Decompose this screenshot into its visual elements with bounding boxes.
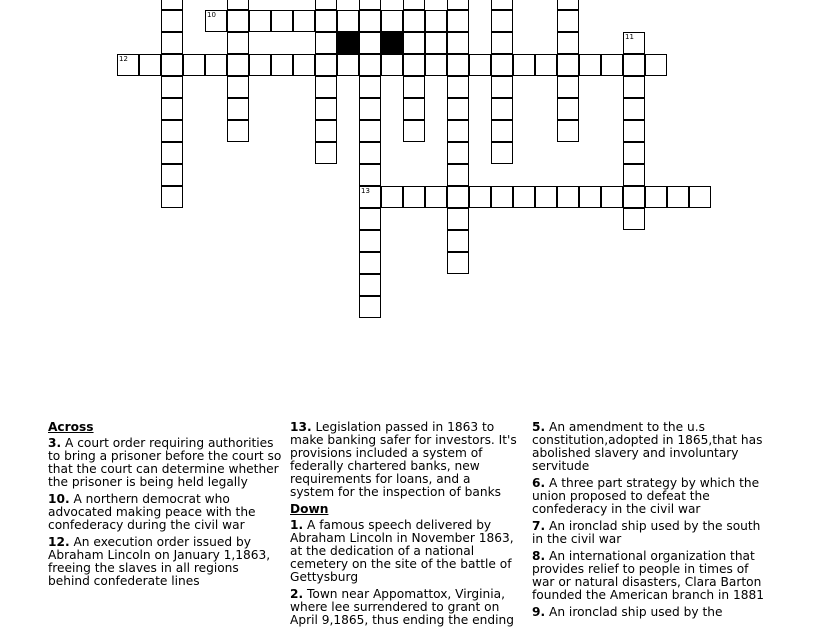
crossword-cell[interactable] bbox=[161, 164, 183, 186]
crossword-cell[interactable] bbox=[557, 120, 579, 142]
crossword-cell[interactable] bbox=[381, 32, 403, 54]
crossword-cell[interactable] bbox=[315, 98, 337, 120]
clue-column-1 bbox=[48, 421, 284, 592]
crossword-cell[interactable] bbox=[359, 230, 381, 252]
crossword-cell[interactable] bbox=[161, 98, 183, 120]
crossword-cell[interactable] bbox=[359, 98, 381, 120]
crossword-cell[interactable] bbox=[227, 0, 249, 10]
clue-down-9 bbox=[532, 606, 768, 619]
crossword-cell[interactable] bbox=[557, 0, 579, 10]
clue-text: Legislation passed in 1863 to make banking safer for investors. It's provisions included a system of federally chartered banks, new requirements for loans, and a system for the inspection of banks bbox=[290, 420, 517, 499]
crossword-cell[interactable] bbox=[139, 54, 161, 76]
crossword-cell[interactable] bbox=[425, 10, 447, 32]
crossword-cell[interactable] bbox=[161, 32, 183, 54]
crossword-cell[interactable] bbox=[623, 76, 645, 98]
crossword-cell[interactable] bbox=[359, 10, 381, 32]
crossword-cell[interactable] bbox=[491, 54, 513, 76]
crossword-cell[interactable] bbox=[623, 164, 645, 186]
crossword-cell[interactable] bbox=[161, 54, 183, 76]
crossword-cell[interactable] bbox=[381, 54, 403, 76]
crossword-cell[interactable] bbox=[293, 10, 315, 32]
crossword-cell[interactable] bbox=[557, 98, 579, 120]
crossword-cell[interactable] bbox=[425, 186, 447, 208]
clue-text: An ironclad ship used by the bbox=[549, 605, 723, 619]
clue-text: A court order requiring authorities to bring a prisoner before the court so that the court can determine whether the prisoner is being held legally bbox=[48, 436, 282, 489]
across-header: Across bbox=[48, 420, 94, 434]
crossword-cell[interactable] bbox=[579, 186, 601, 208]
down-header: Down bbox=[290, 502, 329, 516]
clue-number: 8. bbox=[532, 549, 546, 563]
crossword-cell[interactable] bbox=[623, 32, 645, 54]
clue-number: 6. bbox=[532, 476, 546, 490]
crossword-cell[interactable] bbox=[359, 164, 381, 186]
crossword-cell[interactable] bbox=[227, 120, 249, 142]
crossword-cell[interactable] bbox=[359, 208, 381, 230]
crossword-cell[interactable] bbox=[491, 120, 513, 142]
crossword-cell[interactable] bbox=[205, 54, 227, 76]
crossword-cell[interactable] bbox=[315, 76, 337, 98]
clue-across-10 bbox=[48, 493, 284, 532]
crossword-cell[interactable] bbox=[359, 54, 381, 76]
crossword-cell[interactable] bbox=[557, 76, 579, 98]
crossword-cell[interactable] bbox=[359, 274, 381, 296]
crossword-cell[interactable] bbox=[315, 120, 337, 142]
crossword-cell[interactable] bbox=[689, 186, 711, 208]
crossword-cell[interactable] bbox=[293, 54, 315, 76]
clue-down-8 bbox=[532, 550, 768, 602]
crossword-cell[interactable] bbox=[403, 54, 425, 76]
crossword-cell[interactable] bbox=[249, 10, 271, 32]
crossword-cell[interactable] bbox=[161, 142, 183, 164]
crossword-cell[interactable] bbox=[359, 120, 381, 142]
crossword-cell[interactable] bbox=[359, 142, 381, 164]
crossword-cell[interactable] bbox=[535, 54, 557, 76]
cell-number: 11 bbox=[625, 33, 634, 41]
crossword-cell[interactable] bbox=[359, 76, 381, 98]
crossword-cell[interactable] bbox=[447, 54, 469, 76]
crossword-cell[interactable] bbox=[161, 76, 183, 98]
clue-text: An amendment to the u.s constitution,adopted in 1865,that has abolished slavery and involuntary servitude bbox=[532, 420, 763, 473]
clue-text: A northern democrat who advocated making peace with the confederacy during the civil war bbox=[48, 492, 256, 532]
crossword-cell[interactable] bbox=[447, 142, 469, 164]
crossword-cell[interactable] bbox=[535, 186, 557, 208]
clue-across-12 bbox=[48, 536, 284, 588]
crossword-cell[interactable] bbox=[337, 32, 359, 54]
crossword-cell[interactable] bbox=[513, 186, 535, 208]
clue-across-13 bbox=[290, 421, 518, 499]
crossword-cell[interactable] bbox=[623, 208, 645, 230]
crossword-cell[interactable] bbox=[315, 54, 337, 76]
clue-text: A famous speech delivered by Abraham Lincoln in November 1863, at the dedication of a national cemetery on the site of the battle of Gettysburg bbox=[290, 518, 514, 584]
crossword-cell[interactable] bbox=[645, 54, 667, 76]
crossword-cell[interactable] bbox=[249, 54, 271, 76]
crossword-cell[interactable] bbox=[447, 164, 469, 186]
crossword-cell[interactable] bbox=[557, 186, 579, 208]
crossword-cell[interactable] bbox=[623, 98, 645, 120]
crossword-cell[interactable] bbox=[491, 0, 513, 10]
crossword-cell[interactable] bbox=[403, 120, 425, 142]
crossword-cell[interactable] bbox=[271, 10, 293, 32]
crossword-cell[interactable] bbox=[469, 186, 491, 208]
crossword-cell[interactable] bbox=[557, 54, 579, 76]
crossword-cell[interactable] bbox=[447, 32, 469, 54]
crossword-cell[interactable] bbox=[447, 10, 469, 32]
crossword-cell[interactable] bbox=[315, 0, 337, 10]
crossword-cell[interactable] bbox=[381, 186, 403, 208]
clue-text: Town near Appomattox, Virginia, where lee surrendered to grant on April 9,1865, thus ending the ending bbox=[290, 587, 514, 627]
clue-number: 2. bbox=[290, 587, 304, 601]
crossword-cell[interactable] bbox=[381, 10, 403, 32]
crossword-cell[interactable] bbox=[359, 186, 381, 208]
clue-column-2 bbox=[290, 421, 518, 631]
crossword-cell[interactable] bbox=[227, 32, 249, 54]
clue-number: 3. bbox=[48, 436, 62, 450]
crossword-cell[interactable] bbox=[491, 10, 513, 32]
clue-down-5 bbox=[532, 421, 768, 473]
crossword-cell[interactable] bbox=[315, 10, 337, 32]
crossword-cell[interactable] bbox=[667, 186, 689, 208]
clue-text: An execution order issued by Abraham Lincoln on January 1,1863, freeing the slaves in all regions behind confederate lines bbox=[48, 535, 271, 588]
crossword-cell[interactable] bbox=[161, 120, 183, 142]
clue-across-3 bbox=[48, 437, 284, 489]
crossword-cell[interactable] bbox=[623, 142, 645, 164]
crossword-cell[interactable] bbox=[161, 186, 183, 208]
crossword-cell[interactable] bbox=[623, 186, 645, 208]
crossword-cell[interactable] bbox=[337, 10, 359, 32]
crossword-cell[interactable] bbox=[447, 208, 469, 230]
crossword-cell[interactable] bbox=[491, 76, 513, 98]
crossword-cell[interactable] bbox=[227, 54, 249, 76]
crossword-cell[interactable] bbox=[491, 186, 513, 208]
crossword-cell[interactable] bbox=[469, 54, 491, 76]
crossword-cell[interactable] bbox=[315, 32, 337, 54]
crossword-cell[interactable] bbox=[161, 0, 183, 10]
clue-down-6 bbox=[532, 477, 768, 516]
crossword-cell[interactable] bbox=[425, 54, 447, 76]
clue-number: 1. bbox=[290, 518, 304, 532]
crossword-cell[interactable] bbox=[425, 32, 447, 54]
clue-down-7 bbox=[532, 520, 768, 546]
crossword-cell[interactable] bbox=[513, 54, 535, 76]
crossword-cell[interactable] bbox=[315, 142, 337, 164]
crossword-cell[interactable] bbox=[447, 0, 469, 10]
crossword-cell[interactable] bbox=[227, 10, 249, 32]
crossword-cell[interactable] bbox=[491, 142, 513, 164]
clue-column-3 bbox=[532, 421, 768, 623]
clue-number: 13. bbox=[290, 420, 312, 434]
crossword-cell[interactable] bbox=[447, 120, 469, 142]
crossword-cell[interactable] bbox=[183, 54, 205, 76]
crossword-cell[interactable] bbox=[359, 0, 381, 10]
crossword-cell[interactable] bbox=[403, 98, 425, 120]
crossword-cell[interactable] bbox=[359, 296, 381, 318]
clue-text: A three part strategy by which the union proposed to defeat the confederacy in the civil war bbox=[532, 476, 760, 516]
crossword-cell[interactable] bbox=[117, 54, 139, 76]
crossword-cell[interactable] bbox=[403, 0, 425, 10]
cell-number: 13 bbox=[361, 187, 370, 195]
crossword-cell[interactable] bbox=[447, 186, 469, 208]
cell-number: 10 bbox=[207, 11, 216, 19]
crossword-cell[interactable] bbox=[623, 54, 645, 76]
crossword-cell[interactable] bbox=[623, 120, 645, 142]
crossword-cell[interactable] bbox=[645, 186, 667, 208]
crossword-cell[interactable] bbox=[403, 10, 425, 32]
clue-text: An ironclad ship used by the south in the civil war bbox=[532, 519, 761, 546]
crossword-cell[interactable] bbox=[601, 54, 623, 76]
clue-number: 9. bbox=[532, 605, 546, 619]
crossword-cell[interactable] bbox=[447, 230, 469, 252]
clue-text: An international organization that provides relief to people in times of war or natural disasters, Clara Barton founded the American branch in 1881 bbox=[532, 549, 765, 602]
crossword-cell[interactable] bbox=[359, 32, 381, 54]
crossword-cell[interactable] bbox=[205, 10, 227, 32]
crossword-cell[interactable] bbox=[403, 32, 425, 54]
clue-number: 7. bbox=[532, 519, 546, 533]
crossword-cell[interactable] bbox=[557, 10, 579, 32]
clue-number: 10. bbox=[48, 492, 70, 506]
crossword-cell[interactable] bbox=[271, 54, 293, 76]
crossword-cell[interactable] bbox=[359, 252, 381, 274]
crossword-cell[interactable] bbox=[227, 98, 249, 120]
crossword-cell[interactable] bbox=[161, 10, 183, 32]
crossword-cell[interactable] bbox=[337, 54, 359, 76]
crossword-cell[interactable] bbox=[491, 32, 513, 54]
crossword-cell[interactable] bbox=[491, 98, 513, 120]
crossword-cell[interactable] bbox=[579, 54, 601, 76]
clue-number: 12. bbox=[48, 535, 70, 549]
crossword-cell[interactable] bbox=[403, 76, 425, 98]
crossword-cell[interactable] bbox=[557, 32, 579, 54]
clue-down-2 bbox=[290, 588, 518, 627]
cell-number: 12 bbox=[119, 55, 128, 63]
crossword-cell[interactable] bbox=[601, 186, 623, 208]
clue-number: 5. bbox=[532, 420, 546, 434]
crossword-cell[interactable] bbox=[447, 76, 469, 98]
clue-down-1 bbox=[290, 519, 518, 584]
crossword-cell[interactable] bbox=[447, 98, 469, 120]
crossword-cell[interactable] bbox=[403, 186, 425, 208]
crossword-cell[interactable] bbox=[447, 252, 469, 274]
crossword-cell[interactable] bbox=[227, 76, 249, 98]
